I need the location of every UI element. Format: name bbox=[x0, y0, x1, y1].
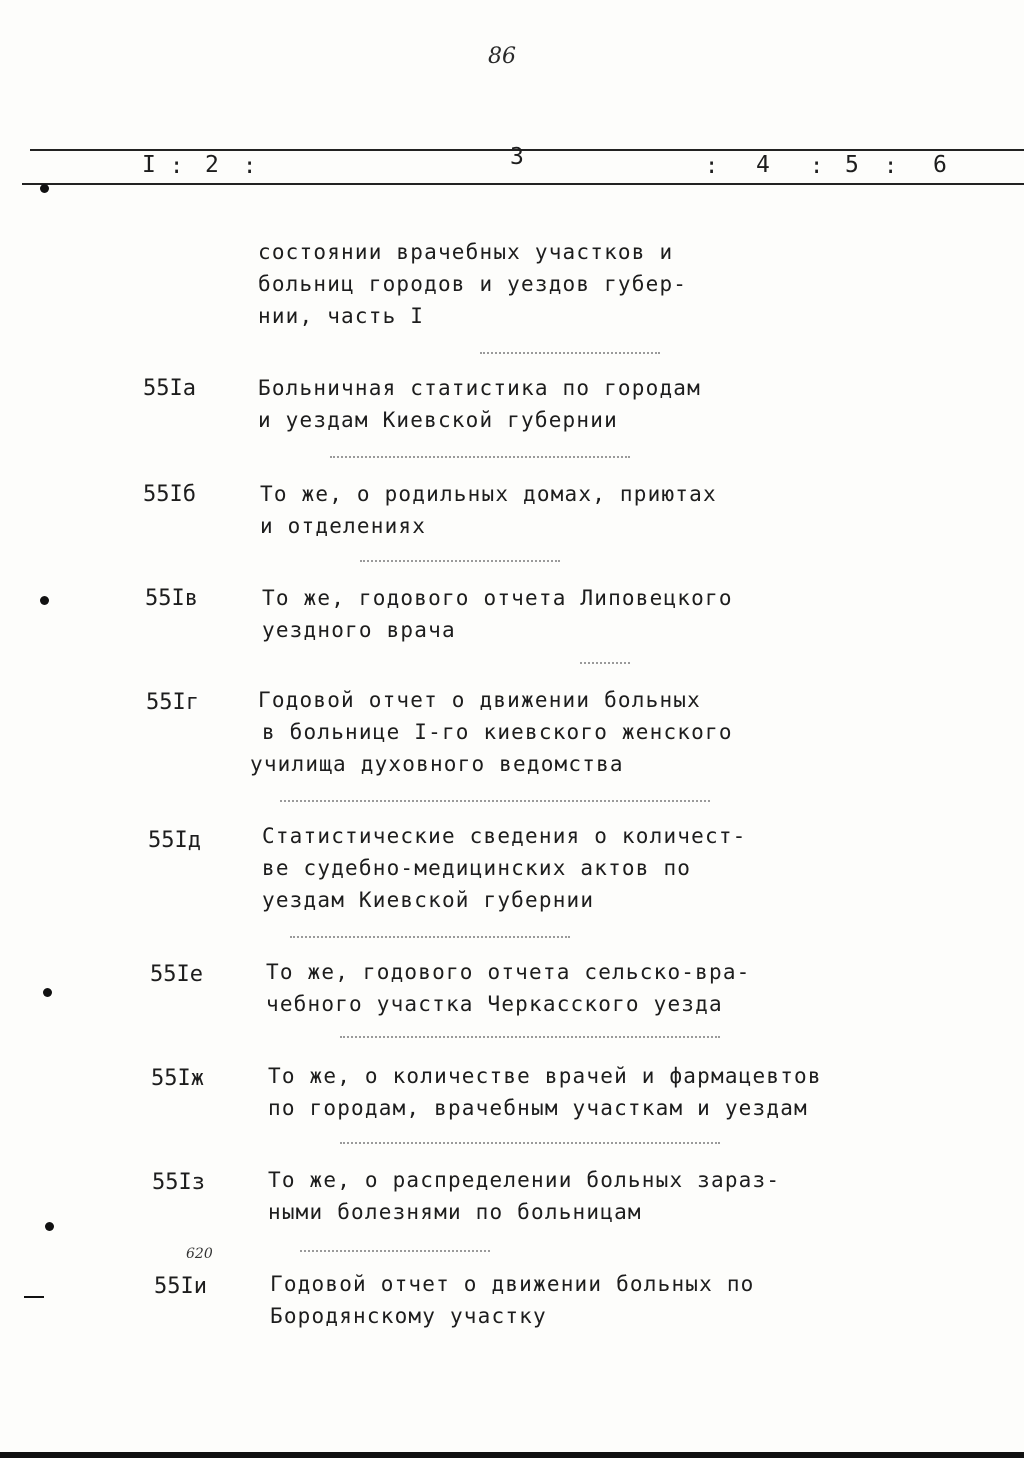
dotted-separator bbox=[280, 800, 710, 802]
entry-line: ными болезнями по больницам bbox=[268, 1200, 642, 1224]
column-header-6: 6 bbox=[933, 152, 948, 178]
entry-line: То же, годового отчета Липовецкого bbox=[262, 586, 733, 610]
dotted-separator bbox=[330, 456, 630, 458]
continuation-text bbox=[258, 236, 687, 332]
margin-bullet bbox=[45, 1222, 54, 1231]
entry-number: 55Iе bbox=[150, 962, 203, 987]
entry-number: 55Iд bbox=[148, 828, 201, 853]
dotted-separator bbox=[340, 1036, 720, 1038]
margin-dash bbox=[24, 1296, 44, 1298]
entry-line: училища духовного ведомства bbox=[250, 752, 624, 776]
dotted-separator bbox=[290, 936, 570, 938]
margin-bullet bbox=[40, 184, 49, 193]
column-header-5: 5 bbox=[845, 152, 860, 178]
entry-number: 55Iг bbox=[146, 690, 199, 715]
entry-number: 55Iа bbox=[143, 376, 196, 401]
entry-line: уездного врача bbox=[262, 618, 456, 642]
entry-line: То же, о количестве врачей и фармацевтов bbox=[268, 1064, 822, 1088]
entry-line: Больничная статистика по городам bbox=[258, 376, 701, 400]
column-separator: : bbox=[810, 154, 824, 179]
entry-number: 55Iи bbox=[154, 1274, 207, 1299]
header-rule-bottom bbox=[22, 183, 1024, 185]
entry-description bbox=[258, 372, 701, 436]
margin-bullet bbox=[43, 988, 52, 997]
entry-line: То же, о родильных домах, приютах bbox=[260, 482, 717, 506]
dotted-separator bbox=[580, 662, 630, 664]
continuation-line: больниц городов и уездов губер- bbox=[258, 272, 688, 296]
dotted-separator bbox=[480, 352, 660, 354]
entry-line: и отделениях bbox=[260, 514, 427, 538]
entry-line: в больнице I-го киевского женского bbox=[262, 720, 733, 744]
continuation-line: состоянии врачебных участков и bbox=[258, 240, 674, 264]
entry-description bbox=[250, 684, 733, 780]
entry-line: чебного участка Черкасского уезда bbox=[266, 992, 723, 1016]
entry-line: ве судебно-медицинских актов по bbox=[262, 856, 692, 880]
column-separator: : bbox=[170, 154, 184, 179]
entry-description bbox=[260, 478, 717, 542]
column-separator: : bbox=[884, 154, 898, 179]
column-separator: : bbox=[705, 154, 719, 179]
entry-line: Статистические сведения о количест- bbox=[262, 824, 747, 848]
entry-description bbox=[268, 1060, 822, 1124]
dotted-separator bbox=[300, 1250, 490, 1252]
entry-description bbox=[262, 820, 747, 916]
entry-description bbox=[266, 956, 751, 1020]
page-number: 86 bbox=[488, 44, 516, 69]
margin-bullet bbox=[40, 596, 49, 605]
column-header-1: I bbox=[142, 152, 157, 178]
entry-line: по городам, врачебным участкам и уездам bbox=[268, 1096, 808, 1120]
dotted-separator bbox=[360, 560, 560, 562]
column-header-4: 4 bbox=[756, 152, 771, 178]
entry-number: 55Iж bbox=[151, 1066, 204, 1091]
entry-description bbox=[270, 1268, 755, 1332]
entry-line: и уездам Киевской губернии bbox=[258, 408, 618, 432]
entry-number: 55Iз bbox=[152, 1170, 205, 1195]
entry-number: 55Iб bbox=[143, 482, 196, 507]
continuation-line: нии, часть I bbox=[258, 304, 425, 328]
entry-description bbox=[268, 1164, 780, 1228]
column-header-2: 2 bbox=[205, 152, 220, 178]
handwritten-annotation: 620 bbox=[186, 1246, 213, 1262]
entry-description bbox=[262, 582, 733, 646]
entry-line: уездам Киевской губернии bbox=[262, 888, 595, 912]
entry-line: Бородянскому участку bbox=[270, 1304, 547, 1328]
column-separator: : bbox=[243, 154, 257, 179]
header-rule-top bbox=[30, 149, 1024, 151]
entry-line: Годовой отчет о движении больных bbox=[258, 688, 701, 712]
column-header-3: 3 bbox=[510, 144, 525, 170]
page-bottom-edge bbox=[0, 1452, 1024, 1458]
entry-line: То же, о распределении больных зараз- bbox=[268, 1168, 781, 1192]
dotted-separator bbox=[340, 1142, 720, 1144]
entry-number: 55Iв bbox=[145, 586, 198, 611]
entry-line: То же, годового отчета сельско-вра- bbox=[266, 960, 751, 984]
entry-line: Годовой отчет о движении больных по bbox=[270, 1272, 755, 1296]
